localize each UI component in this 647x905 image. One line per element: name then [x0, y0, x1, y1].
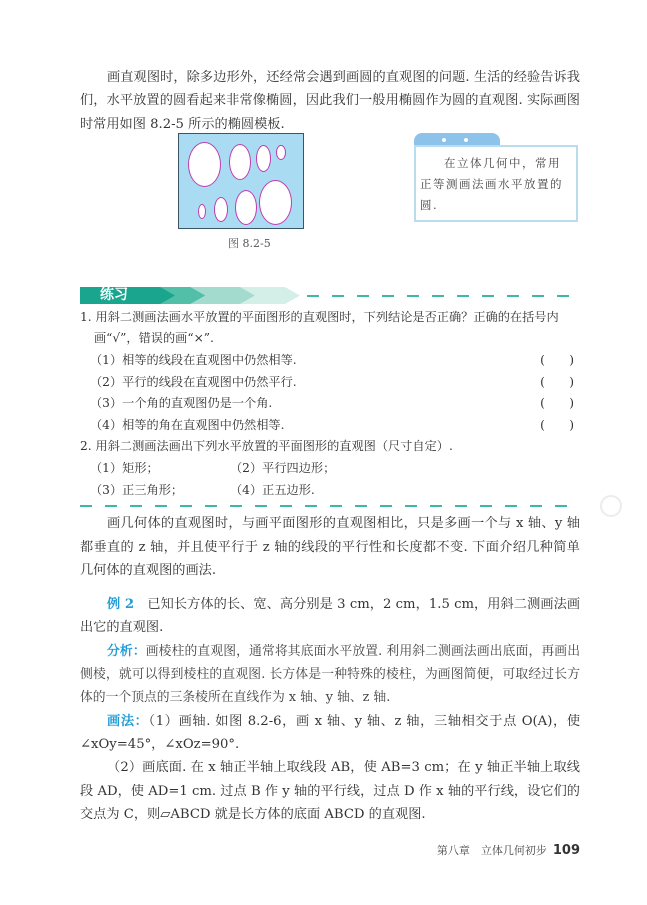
intro-paragraph: 画直观图时，除多边形外，还经常会遇到画圆的直观图的问题. 生活的经验告诉我们，水平放置的圆看起来非常像椭圆，因此我们一般用椭圆作为圆的直观图. 实际画图时常用如图 8.2-5 所示的椭圆模板.	[80, 70, 580, 132]
figure-area	[80, 133, 580, 283]
method-step-1: 画法：（1）画轴. 如图 8.2-6，画 x 轴、y 轴、z 轴，三轴相交于点 O(A)，使∠xOy=45°，∠xOz=90°.	[80, 713, 581, 752]
q2-item: （3）正三角形；	[90, 482, 184, 497]
example-label: 例 2	[107, 597, 135, 613]
dashed-divider	[307, 295, 580, 297]
answer-bracket[interactable]: ( )	[540, 374, 574, 389]
exercise-list	[80, 307, 580, 501]
question-1: 1. 用斜二测画法画水平放置的平面图形的直观图时，下列结论是否正确？正确的在括号内画“√”，错误的画“×”.	[80, 309, 559, 346]
side-note-box	[414, 145, 578, 222]
q1-item: （1）相等的线段在直观图中仍然相等. ( )	[90, 350, 580, 372]
method-step-2: （2）画底面. 在 x 轴正半轴上取线段 AB，使 AB=3 cm；在 y 轴正半轴上取线段 AD，使 AD=1 cm. 过点 B 作 y 轴的平行线，过点 D 作 x 轴的平行线，设它们的交点为 C，则▱ABCD 就是长方体的底面 ABCD 的直观图.	[80, 760, 580, 822]
answer-bracket[interactable]: ( )	[540, 417, 574, 432]
answer-bracket[interactable]: ( )	[540, 353, 574, 368]
ellipse-template-figure	[178, 133, 304, 229]
watermark-registered-mark	[600, 495, 622, 517]
example-2: 例 2 已知长方体的长、宽、高分别是 3 cm，2 cm，1.5 cm，用斜二测画法画出它的直观图.	[80, 597, 581, 636]
q1-item: （2）平行的线段在直观图中仍然平行. ( )	[90, 372, 580, 394]
analysis-paragraph: 分析：画棱柱的直观图，通常将其底面水平放置. 利用斜二测画法画出底面，再画出侧棱，就可以得到棱柱的直观图. 长方体是一种特殊的棱柱，为画图简便，可取经过长方体的一个顶点的三条棱所在直线作为 x 轴、y 轴、z 轴.	[80, 643, 581, 706]
q1-item: （4）相等的角在直观图中仍然相等. ( )	[90, 415, 580, 437]
exercise-title: 练习	[100, 286, 128, 303]
q2-item: （1）矩形；	[90, 461, 159, 476]
chapter-title: 第八章 立体几何初步	[436, 844, 547, 858]
q1-item: （3）一个角的直观图仍是一个角. ( )	[90, 393, 580, 415]
page-content	[80, 0, 580, 888]
q2-item: （4）正五边形.	[230, 482, 315, 497]
answer-bracket[interactable]: ( )	[540, 396, 574, 411]
dashed-divider	[80, 505, 580, 507]
q2-item: （2）平行四边形；	[230, 461, 336, 476]
page-number: 109	[552, 843, 580, 859]
question-2: 2. 用斜二测画法画出下列水平放置的平面图形的直观图（尺寸自定）.	[80, 439, 453, 454]
page-footer	[80, 842, 580, 858]
side-note-text: 在立体几何中，常用正等测画法画水平放置的圆.	[420, 155, 563, 212]
solid-intro-paragraph: 画几何体的直观图时，与画平面图形的直观图相比，只是多画一个与 x 轴、y 轴都垂直的 z 轴，并且使平行于 z 轴的线段的平行性和长度都不变. 下面介绍几种简单几何体的直观图的画法.	[80, 516, 580, 578]
exercise-header	[80, 283, 580, 307]
figure-caption: 图 8.2-5	[228, 236, 271, 250]
